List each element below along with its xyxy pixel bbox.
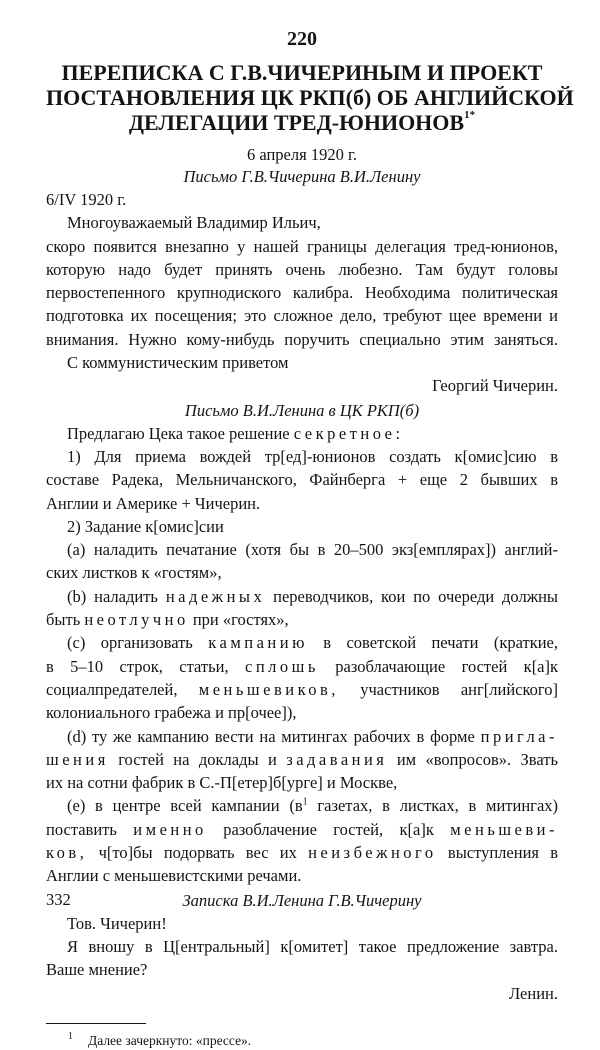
letter1-body-line-3: первостепенного крупнодиского калибра. Необходима политическая	[46, 283, 558, 303]
footnote-mark: 1	[68, 1031, 73, 1043]
item-e-line-3	[46, 841, 558, 864]
note3-greeting: Тов. Чичерин!	[67, 913, 167, 933]
title-line-3-text: ДЕЛЕГАЦИИ ТРЕД-ЮНИОНОВ	[128, 110, 465, 135]
item-a-line-2: ских листков к «гостям»,	[46, 563, 222, 583]
item-e3-spaced: ков,	[46, 843, 88, 863]
letter1-heading: Письмо Г.В.Чичерина В.И.Ленину	[183, 167, 421, 186]
letter1-body-line-4: подготовка их посещения; это сложное дело, требуют щее времени и	[46, 306, 558, 326]
letter1-salutation: Многоуважаемый Владимир Ильич,	[67, 213, 321, 233]
document-title	[46, 60, 574, 135]
item-e1-pre: (е) в центре всей кампании (в	[67, 796, 303, 816]
item-e3-mid: ч[то]бы подорвать вес их	[98, 843, 297, 863]
item-c3-spaced: меньшевиков,	[198, 679, 339, 699]
title-line-1: ПЕРЕПИСКА С Г.В.ЧИЧЕРИНЫМ И ПРОЕКТ	[61, 60, 543, 85]
letter1-closing: С коммунистическим приветом	[67, 353, 289, 373]
item-e-line-4: Англии с меньшевистскими речами.	[46, 866, 302, 886]
letter1-body-line-2: которую надо будет принять очень любезно. Там будут головы	[46, 259, 558, 279]
item-e3-post: выступления в	[447, 843, 559, 863]
document-number: 220	[287, 28, 317, 50]
title-line-3	[46, 110, 558, 135]
item-e3-spaced-2: неизбежного	[308, 843, 437, 863]
letter2-intro-spaced: секретное:	[293, 423, 404, 443]
item-d1-spaced: пригла-	[480, 726, 559, 746]
letter1-body-line-1: скоро появится внезапно у нашей границы делегация тред-юнионов,	[46, 236, 558, 256]
item-a-line-1: (а) наладить печатание (хотя бы в 20–500 экз[емплярах]) англий-	[67, 540, 558, 560]
item-d2-spaced: шения	[46, 749, 109, 769]
item-c-line-2	[46, 655, 558, 678]
item-c3-post: участников анг[лийского]	[360, 679, 559, 699]
item-c2-post: разоблачающие гостей к[а]к	[335, 656, 559, 676]
item-c2-pre: в 5–10 строк, статьи,	[46, 656, 229, 676]
item-e1-footnote-mark: 1	[302, 796, 308, 808]
item-e2-mid: разоблачение гостей, к[а]к	[223, 819, 434, 839]
title-line-2: ПОСТАНОВЛЕНИЯ ЦК РКП(б) ОБ АНГЛИЙСКОЙ	[46, 85, 574, 110]
item-e1-post: газетах, в листках, в митингах)	[317, 796, 559, 816]
item-b1-pre: (b) наладить	[67, 586, 158, 606]
letter1-signature: Георгий Чичерин.	[432, 376, 558, 396]
item-c1-post: в советской печати (краткие,	[323, 633, 558, 653]
item-b-line-2	[46, 608, 558, 631]
item-d1-pre: (d) ту же кампанию вести на митингах рабочих в форме	[67, 726, 475, 746]
item-c-line-1	[46, 631, 558, 654]
footnote	[46, 1032, 558, 1050]
item-d2-mid: гостей на доклады и	[118, 749, 277, 769]
item-b1-post: переводчиков, кои по очереди должны	[273, 586, 559, 606]
item-e-line-1	[46, 794, 558, 817]
item-c2-spaced: сплошь	[245, 656, 319, 676]
item-c-line-4: колониального грабежа и пр[очее]),	[46, 703, 297, 723]
item-d-line-2	[46, 748, 558, 771]
item-e2-spaced-2: меньшеви-	[450, 819, 558, 839]
note3-heading: Записка В.И.Ленина Г.В.Чичерину	[182, 890, 422, 910]
item-b2-pre: быть	[46, 610, 81, 630]
document-date: 6 апреля 1920 г.	[247, 145, 357, 164]
footnote-text: Далее зачеркнуто: «прессе».	[88, 1032, 252, 1048]
item-b-line-1	[46, 585, 558, 608]
item-c1-pre: (с) организовать	[67, 633, 193, 653]
letter1-date-line: 6/IV 1920 г.	[46, 190, 127, 209]
item-e-line-2	[46, 818, 558, 841]
item-c-line-3	[46, 678, 558, 701]
letter2-intro-text: Предлагаю Цека такое решение	[67, 423, 290, 443]
item-c1-spaced: кампанию	[208, 633, 308, 653]
item-d-line-3: их на сотни фабрик в С.-П[етер]б[урге] и Москве,	[46, 773, 398, 793]
letter2-intro	[46, 422, 558, 445]
item2-line: 2) Задание к[омис]сии	[67, 516, 224, 536]
letter2-heading: Письмо В.И.Ленина в ЦК РКП(б)	[184, 400, 420, 420]
note3-signature: Ленин.	[508, 983, 558, 1003]
item1-line-3: Англии и Америке + Чичерин.	[46, 493, 261, 513]
note3-body-line-1: Я вношу в Ц[ентральный] к[омитет] такое предложение завтра.	[67, 936, 558, 956]
item-d2-post: им «вопросов». Звать	[396, 749, 559, 769]
item-c3-pre: социалпредателей,	[46, 679, 178, 699]
item-d2-spaced-2: задавания	[286, 749, 388, 769]
item-b2-post: при «гостях»,	[192, 610, 289, 630]
item-e2-spaced: именно	[133, 819, 207, 839]
item-e2-pre: поставить	[46, 819, 117, 839]
footnote-divider	[46, 1023, 146, 1024]
document-page	[46, 26, 574, 1050]
letter1-body-line-5: внимания. Нужно кому-нибудь поручить специально этим заняться.	[46, 329, 558, 349]
page-number: 332	[46, 890, 71, 909]
item1-line-1: 1) Для приема вождей тр[ед]-юнионов создать к[омис]сию в	[67, 446, 558, 466]
item-b1-spaced: надежных	[165, 586, 266, 606]
item-b2-spaced: неотлучно	[84, 610, 189, 630]
title-note-mark: 1*	[464, 109, 476, 121]
note3-body-line-2: Ваше мнение?	[46, 960, 148, 980]
item1-line-2: составе Радека, Мельничанского, Файнберга + еще 2 бывших в	[46, 470, 558, 490]
item-d-line-1	[46, 725, 558, 748]
